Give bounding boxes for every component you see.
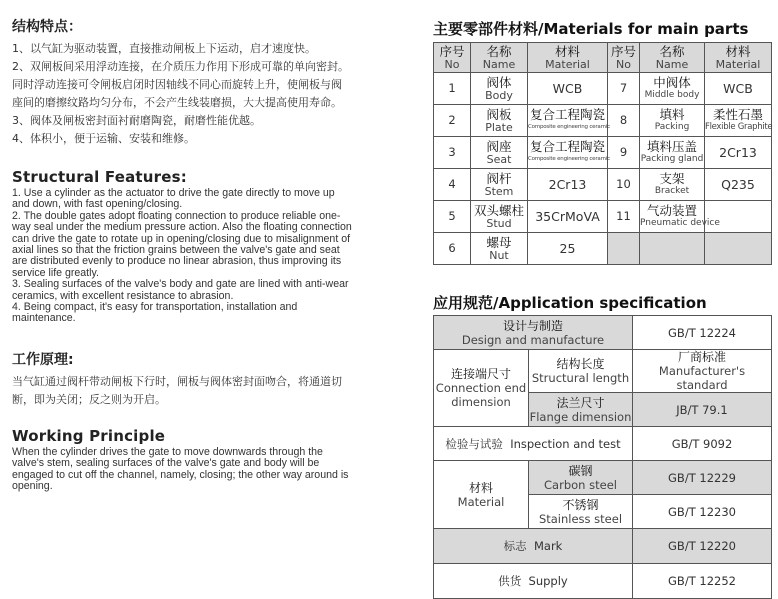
table-row <box>434 529 772 564</box>
part-name: 阀板 Plate <box>471 105 528 137</box>
part-material: 复合工程陶瓷 Composite engineering ceramic <box>528 105 608 137</box>
part-material: Q235 <box>705 169 772 201</box>
principle-cn-text: 当气缸通过阀杆带动闸板下行时，闸板与阀体密封面吻合，将通道切断，即为关闭；反之则为开启。 <box>12 374 342 406</box>
design-value: GB/T 12224 <box>633 316 772 350</box>
header-material: 材料 Material <box>705 43 772 73</box>
table-row <box>434 73 772 105</box>
row-no: 5 <box>434 201 471 233</box>
principle-en-text: When the cylinder drives the gate to move downwards through the valve's stem, sealing surfaces of the valve's gate and body will be engaged to cut off the channel, namely, closing; the other way around is opening. <box>12 445 349 493</box>
part-name: 中阀体 Middle body <box>640 73 705 105</box>
part-name <box>640 233 705 265</box>
table-row <box>434 137 772 169</box>
carbon-steel-value: GB/T 12229 <box>633 461 772 495</box>
table-row <box>434 105 772 137</box>
connection-label: 连接端尺寸 Connection end dimension <box>434 350 529 427</box>
part-material: 柔性石墨 Flexible Graphite <box>705 105 772 137</box>
inspection-label: 检验与试验 Inspection and test <box>434 427 633 461</box>
material-label: 材料 Material <box>434 461 529 529</box>
row-no: 10 <box>608 169 640 201</box>
flange-label: 法兰尺寸 Flange dimension <box>529 393 633 427</box>
header-name: 名称 Name <box>471 43 528 73</box>
application-table <box>433 315 772 599</box>
stainless-steel-value: GB/T 12230 <box>633 495 772 529</box>
table-row <box>434 201 772 233</box>
length-label: 结构长度 Structural length <box>529 350 633 393</box>
part-material <box>705 233 772 265</box>
structure-cn-heading: 结构特点： <box>12 19 82 35</box>
structure-en-heading: Structural Features: <box>12 168 187 186</box>
structure-en-item: 2. The double gates adopt floating connection to produce reliable one-way seal under the medium pressure action. Also the floating connection can drive the gate to rotate up in opening/closing due to misalignment of axial lines so that the friction grains between the valve's gate and seat are distributed evenly to produce no linear abrasion, thus improving its service life greatly. <box>12 209 352 279</box>
table-row <box>434 316 772 350</box>
structure-cn-item: 1、以气缸为驱动装置，直接推动闸板上下运动，启才速度快。 <box>12 42 316 55</box>
part-material: 复合工程陶瓷 Composite engineering ceramic <box>528 137 608 169</box>
mark-label: 标志 Mark <box>434 529 633 564</box>
row-no: 11 <box>608 201 640 233</box>
materials-section <box>433 18 773 39</box>
stainless-steel-label: 不锈钢 Stainless steel <box>529 495 633 529</box>
row-no <box>608 233 640 265</box>
part-name: 支架 Bracket <box>640 169 705 201</box>
part-name: 气动装置 Pneumatic device <box>640 201 705 233</box>
part-material: WCB <box>705 73 772 105</box>
design-label: 设计与制造 Design and manufacture <box>434 316 633 350</box>
part-name: 阀杆 Stem <box>471 169 528 201</box>
supply-value: GB/T 12252 <box>633 564 772 599</box>
left-column <box>12 16 352 493</box>
materials-table <box>433 42 772 265</box>
materials-title: 主要零部件材料/Materials for main parts <box>433 20 749 38</box>
structure-en-item: 3. Sealing surfaces of the valve's body and gate are lined with anti-wear ceramics, with excellent resistance to abrasion. <box>12 278 349 302</box>
header-name: 名称 Name <box>640 43 705 73</box>
part-material: 25 <box>528 233 608 265</box>
part-name: 填料 Packing <box>640 105 705 137</box>
table-row <box>434 461 772 495</box>
part-name: 填料压盖 Packing gland <box>640 137 705 169</box>
mark-value: GB/T 12220 <box>633 529 772 564</box>
structure-en-item: 4. Being compact, it's easy for transportation, installation and maintenance. <box>12 301 298 325</box>
header-no: 序号 No <box>434 43 471 73</box>
application-section <box>433 292 773 313</box>
part-material: 35CrMoVA <box>528 201 608 233</box>
part-material: WCB <box>528 73 608 105</box>
header-material: 材料 Material <box>528 43 608 73</box>
row-no: 3 <box>434 137 471 169</box>
application-title: 应用规范/Application specification <box>433 294 707 312</box>
row-no: 8 <box>608 105 640 137</box>
table-row <box>434 427 772 461</box>
carbon-steel-label: 碳钢 Carbon steel <box>529 461 633 495</box>
table-row <box>434 169 772 201</box>
part-name: 阀体 Body <box>471 73 528 105</box>
part-name: 阀座 Seat <box>471 137 528 169</box>
application-table-wrap <box>433 315 773 599</box>
row-no: 2 <box>434 105 471 137</box>
part-name: 双头螺柱 Stud <box>471 201 528 233</box>
table-row <box>434 564 772 599</box>
flange-value: JB/T 79.1 <box>633 393 772 427</box>
part-name: 螺母 Nut <box>471 233 528 265</box>
structure-cn-item: 3、阀体及闸板密封面衬耐磨陶瓷，耐磨性能优越。 <box>12 114 261 127</box>
structure-cn-item: 2、双闸板间采用浮动连接，在介质压力作用下形成可靠的单向密封。同时浮动连接可令闸板启闭时因轴线不同心而旋转上升，使闸板与阀座间的磨擦纹路均匀分布，不会产生线装磨损，大大提高使用寿命。 <box>12 60 349 109</box>
materials-header-row <box>434 43 772 73</box>
principle-cn-heading: 工作原理: <box>12 351 74 368</box>
row-no: 9 <box>608 137 640 169</box>
materials-table-wrap <box>433 42 773 265</box>
row-no: 6 <box>434 233 471 265</box>
structure-cn-item: 4、体积小，便于运输、安装和维修。 <box>12 132 195 145</box>
table-row <box>434 350 772 393</box>
length-value: 厂商标准 Manufacturer's standard <box>633 350 772 393</box>
table-row <box>434 233 772 265</box>
principle-en-heading: Working Principle <box>12 426 166 445</box>
structure-en-item: 1. Use a cylinder as the actuator to drive the gate directly to move up and down, with fast opening/closing. <box>12 187 335 211</box>
part-material: 2Cr13 <box>528 169 608 201</box>
row-no: 4 <box>434 169 471 201</box>
row-no: 1 <box>434 73 471 105</box>
supply-label: 供货 Supply <box>434 564 633 599</box>
part-material: 2Cr13 <box>705 137 772 169</box>
header-no: 序号 No <box>608 43 640 73</box>
inspection-value: GB/T 9092 <box>633 427 772 461</box>
row-no: 7 <box>608 73 640 105</box>
